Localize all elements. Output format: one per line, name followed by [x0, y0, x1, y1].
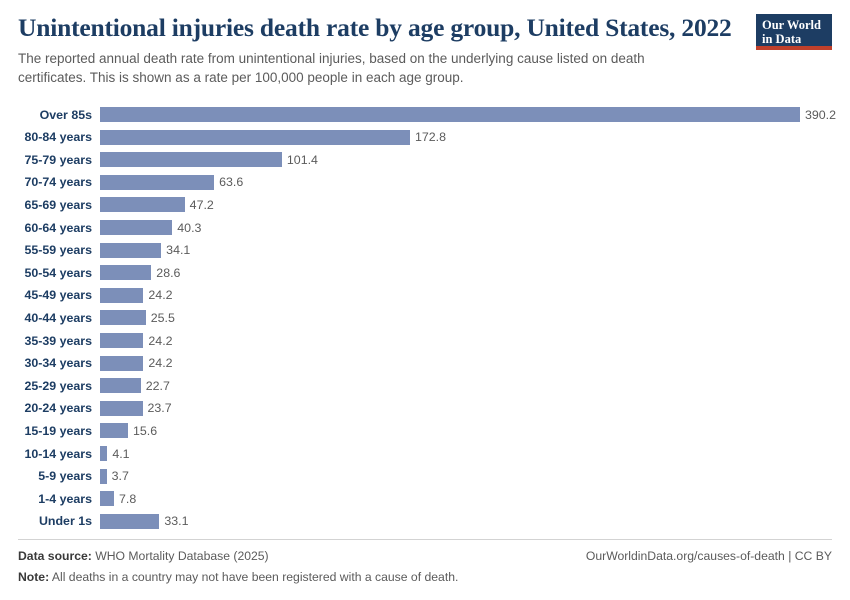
bar[interactable] [100, 333, 143, 348]
bar-row[interactable] [18, 307, 832, 330]
bar-value-label: 3.7 [111, 469, 129, 484]
bar-track [100, 397, 832, 420]
bar-track [100, 194, 832, 217]
bar-row[interactable] [18, 126, 832, 149]
bar-track [100, 352, 832, 375]
bar[interactable] [100, 491, 114, 506]
bar-track [100, 103, 836, 126]
bar[interactable] [100, 378, 141, 393]
bar[interactable] [100, 356, 143, 371]
bar[interactable] [100, 107, 800, 122]
bar-category-label: 10-14 years [24, 446, 92, 461]
bar[interactable] [100, 152, 282, 167]
bar-value-label: 7.8 [118, 491, 137, 506]
bar-category-label: 1-4 years [38, 491, 92, 506]
bar-chart [18, 103, 837, 535]
bar-track [100, 465, 832, 488]
bar-track [100, 510, 832, 533]
bar-value-label: 101.4 [286, 152, 318, 167]
bar[interactable] [100, 220, 172, 235]
bar-track [100, 487, 832, 510]
attribution-link[interactable]: OurWorldinData.org/causes-of-death | CC BY [585, 549, 832, 564]
data-source [18, 547, 269, 565]
bar[interactable] [100, 310, 146, 325]
bar-row[interactable] [18, 442, 832, 465]
bar-row[interactable] [18, 148, 832, 171]
bar-track [100, 442, 832, 465]
chart-subtitle: The reported annual death rate from unintentional injuries, based on the underlying cause listed on death certificates. This is shown as a rate per 100,000 people in each age group. [18, 51, 645, 85]
bar[interactable] [100, 401, 143, 416]
bar-category-label: 60-64 years [24, 220, 92, 235]
bar-category-label: 30-34 years [24, 356, 92, 371]
bar-row[interactable] [18, 465, 832, 488]
bar-category-label: 70-74 years [24, 175, 92, 190]
bar-row[interactable] [18, 352, 832, 375]
bar-value-label: 28.6 [156, 265, 181, 280]
data-source-text: WHO Mortality Database (2025) [95, 549, 269, 564]
footer-note-line [18, 568, 832, 586]
data-source-label: Data source: [18, 549, 92, 564]
bar-category-label: 25-29 years [24, 378, 92, 393]
bar-row[interactable] [18, 239, 832, 262]
bar-track [100, 284, 832, 307]
note-text: All deaths in a country may not have been registered with a cause of death. [51, 569, 459, 584]
bar-track [100, 171, 832, 194]
owid-logo[interactable] [756, 14, 832, 50]
bar[interactable] [100, 243, 161, 258]
bar-value-label: 47.2 [189, 197, 214, 212]
bar-value-label: 172.8 [414, 130, 446, 145]
bar-category-label: 80-84 years [24, 130, 92, 145]
bar[interactable] [100, 265, 151, 280]
bar-track [100, 239, 832, 262]
chart-footer [18, 539, 832, 586]
bar-row[interactable] [18, 374, 832, 397]
bar-value-label: 40.3 [177, 220, 202, 235]
bar-value-label: 34.1 [166, 243, 191, 258]
bar-category-label: 65-69 years [24, 197, 92, 212]
bar-value-label: 63.6 [219, 175, 244, 190]
bar-value-label: 390.2 [805, 107, 837, 122]
bar-category-label: Under 1s [38, 514, 92, 529]
bar-value-label: 23.7 [147, 401, 172, 416]
bar-category-label: 45-49 years [24, 288, 92, 303]
bar-row[interactable] [18, 420, 832, 443]
bar[interactable] [100, 514, 159, 529]
bar[interactable] [100, 423, 128, 438]
footer-divider [18, 539, 832, 540]
bar-track [100, 148, 832, 171]
bar-track [100, 307, 832, 330]
bar-category-label: 20-24 years [24, 401, 92, 416]
note-label: Note: [18, 569, 50, 584]
bar-category-label: 15-19 years [24, 423, 92, 438]
bar-category-label: 50-54 years [24, 265, 92, 280]
bar-value-label: 24.2 [148, 333, 173, 348]
bar-row[interactable] [18, 510, 832, 533]
bar-category-label: 35-39 years [24, 333, 92, 348]
bar-row[interactable] [18, 194, 832, 217]
bar-row[interactable] [18, 216, 832, 239]
bar-value-label: 25.5 [150, 310, 175, 325]
bar-value-label: 24.2 [148, 356, 173, 371]
bar-value-label: 24.2 [148, 288, 173, 303]
bar-row[interactable] [18, 103, 837, 126]
bar-category-label: 75-79 years [24, 152, 92, 167]
bar-track [100, 329, 832, 352]
bar-track [100, 126, 832, 149]
bar-row[interactable] [18, 261, 832, 284]
logo-line-1: Our World [762, 18, 821, 32]
bar-category-label: 40-44 years [24, 310, 92, 325]
bar-row[interactable] [18, 284, 832, 307]
bar[interactable] [100, 288, 143, 303]
page-title: Unintentional injuries death rate by age group, United States, 2022 [18, 13, 732, 42]
bar[interactable] [100, 469, 107, 484]
bar-row[interactable] [18, 487, 832, 510]
bar-value-label: 4.1 [112, 446, 130, 461]
footer-source-line [18, 547, 832, 565]
bar[interactable] [100, 175, 214, 190]
bar[interactable] [100, 130, 410, 145]
bar-value-label: 33.1 [164, 514, 189, 529]
bar-value-label: 22.7 [145, 378, 170, 393]
bar-row[interactable] [18, 171, 832, 194]
bar-category-label: 5-9 years [38, 469, 92, 484]
bar-row[interactable] [18, 329, 832, 352]
bar-track [100, 216, 832, 239]
chart-header [18, 14, 832, 87]
bar-track [100, 374, 832, 397]
bar-track [100, 420, 832, 443]
bar-track [100, 261, 832, 284]
logo-line-2: in Data [762, 32, 802, 46]
bar[interactable] [100, 197, 185, 212]
bar[interactable] [100, 446, 107, 461]
bar-row[interactable] [18, 397, 832, 420]
bar-category-label: Over 85s [39, 107, 92, 122]
bar-category-label: 55-59 years [24, 243, 92, 258]
bar-value-label: 15.6 [132, 423, 158, 438]
